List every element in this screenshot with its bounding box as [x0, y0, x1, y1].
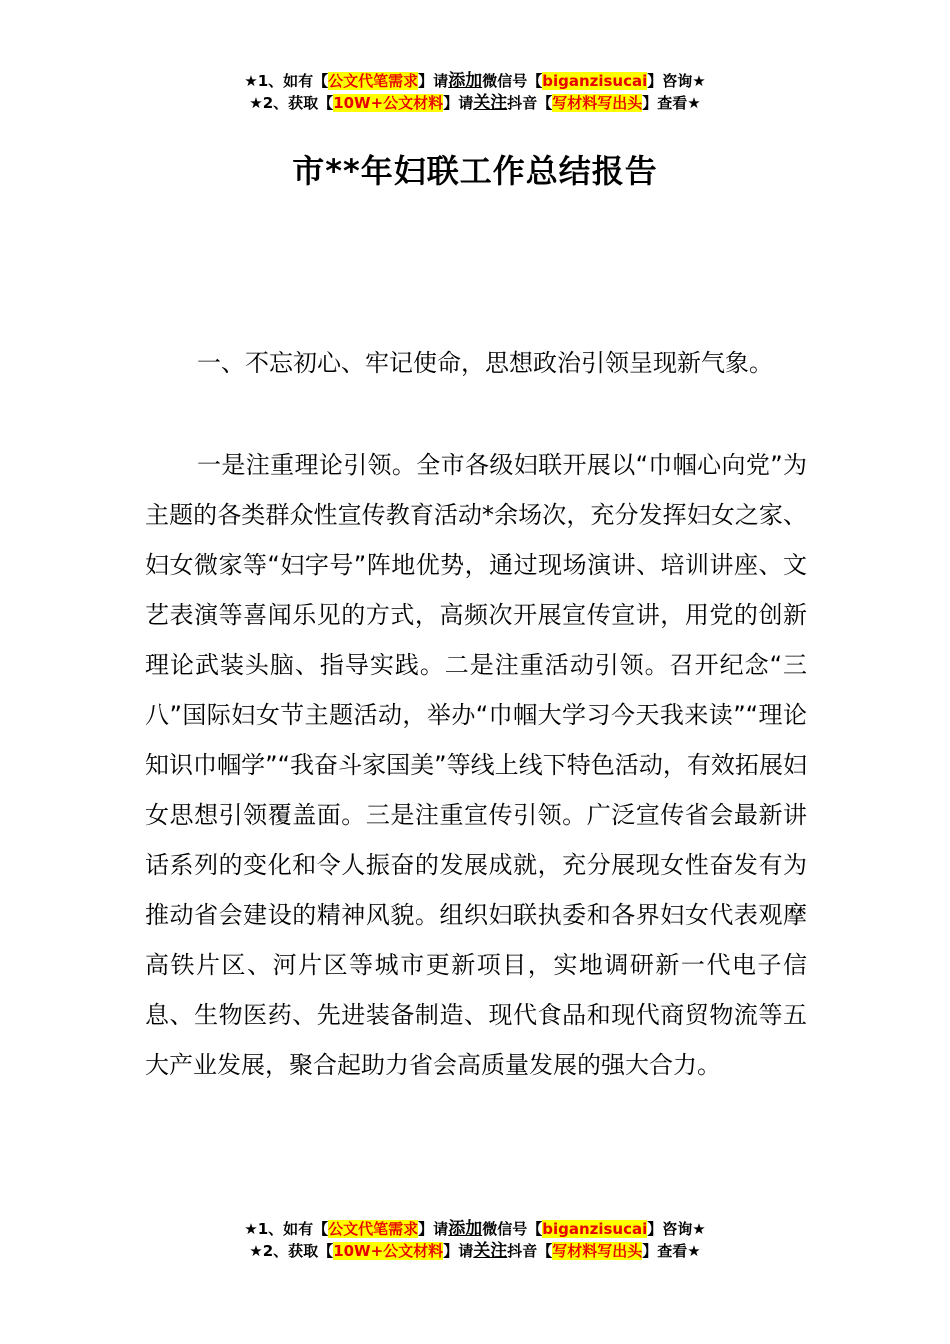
- ad-text: 】咨询★: [647, 1220, 706, 1238]
- ad-emphasis: 关注: [473, 93, 508, 113]
- ad-text: ★1、如有【: [244, 1220, 329, 1238]
- ad-emphasis: 关注: [473, 1241, 508, 1261]
- ad-line-2: [0, 1240, 950, 1262]
- ad-text: ★2、获取【: [249, 94, 334, 112]
- ad-highlight: 写材料写出头: [552, 1242, 643, 1260]
- ad-text: ★1、如有【: [244, 72, 329, 90]
- ad-emphasis: 添加: [448, 71, 483, 91]
- ad-text: 抖音【: [507, 1242, 553, 1260]
- ad-text: 】请: [443, 94, 474, 112]
- ad-text: 】请: [418, 1220, 449, 1238]
- ad-banner-top: [0, 70, 950, 114]
- ad-text: 】请: [443, 1242, 474, 1260]
- ad-text: 】查看★: [642, 94, 701, 112]
- ad-line-2: [0, 92, 950, 114]
- ad-highlight: 公文代笔需求: [328, 72, 419, 90]
- ad-line-1: [0, 1218, 950, 1240]
- ad-text: 】查看★: [642, 1242, 701, 1260]
- ad-line-1: [0, 70, 950, 92]
- ad-text: 微信号【: [482, 72, 543, 90]
- ad-highlight: biganzisucai: [542, 72, 648, 90]
- body-paragraph: 一是注重理论引领。全市各级妇联开展以“巾帼心向党”为主题的各类群众性宣传教育活动*余场次，充分发挥妇女之家、妇女微家等“妇字号”阵地优势，通过现场演讲、培训讲座、文艺表演等喜闻乐见的方式，高频次开展宣传宣讲，用党的创新理论武装头脑、指导实践。二是注重活动引领。召开纪念“三八”国际妇女节主题活动，举办“巾帼大学习今天我来读”“理论知识巾帼学”“我奋斗家国美”等线上线下特色活动，有效拓展妇女思想引领覆盖面。三是注重宣传引领。广泛宣传省会最新讲话系列的变化和令人振奋的发展成就，充分展现女性奋发有为推动省会建设的精神风貌。组织妇联执委和各界妇女代表观摩高铁片区、河片区等城市更新项目，实地调研新一代电子信息、生物医药、先进装备制造、现代食品和现代商贸物流等五大产业发展，聚合起助力省会高质量发展的强大合力。: [145, 451, 807, 1079]
- ad-banner-bottom: [0, 1218, 950, 1262]
- ad-text: 抖音【: [507, 94, 553, 112]
- ad-highlight: 写材料写出头: [552, 94, 643, 112]
- ad-highlight: 10W+公文材料: [333, 94, 444, 112]
- ad-highlight: 公文代笔需求: [328, 1220, 419, 1238]
- ad-highlight: biganzisucai: [542, 1220, 648, 1238]
- document-title: 市**年妇联工作总结报告: [292, 152, 658, 190]
- ad-text: 微信号【: [482, 1220, 543, 1238]
- ad-text: ★2、获取【: [249, 1242, 334, 1260]
- ad-emphasis: 添加: [448, 1219, 483, 1239]
- ad-highlight: 10W+公文材料: [333, 1242, 444, 1260]
- ad-text: 】请: [418, 72, 449, 90]
- ad-text: 】咨询★: [647, 72, 706, 90]
- section-heading: 一、不忘初心、牢记使命，思想政治引领呈现新气象。: [197, 349, 773, 377]
